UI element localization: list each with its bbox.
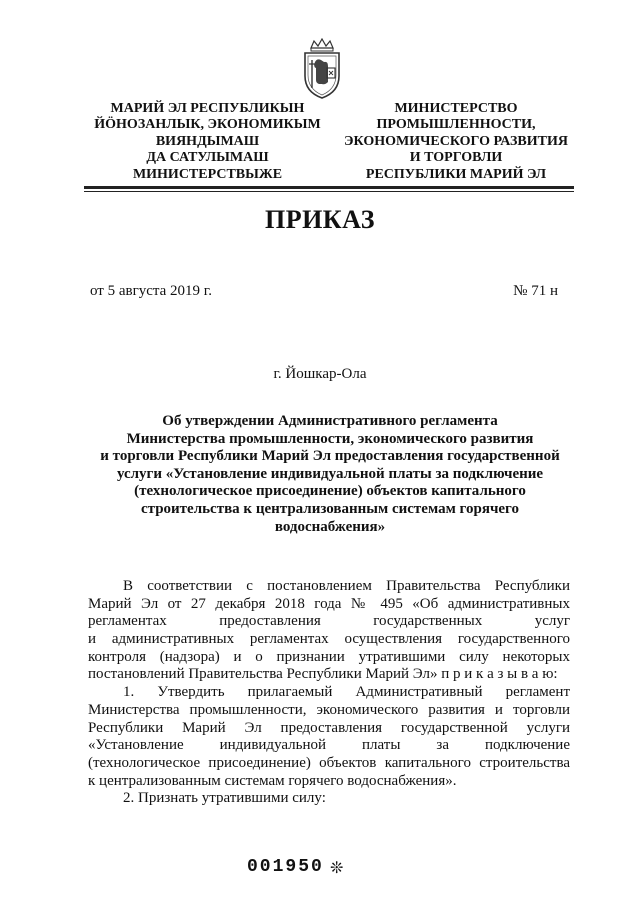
body-line: «Установление индивидуальной платы за подключение [88, 737, 570, 754]
header-left-mari [85, 101, 330, 183]
document-number: № 71 н [513, 283, 558, 299]
subject-line: услуги «Установление индивидуальной платы за подключение [116, 465, 544, 482]
body-line: постановлений Правительства Республики Марий Эл» п р и к а з ы в а ю: [88, 666, 558, 683]
document-title: ПРИКАЗ [264, 205, 376, 234]
body-line: (технологическое присоединение) объектов капитального строительства [88, 754, 570, 771]
header-right-russian [340, 101, 572, 183]
ornament-icon: ❊ [330, 860, 344, 877]
header-divider-thin [84, 191, 574, 192]
body-line: Министерства промышленности, экономического развития и торговли [88, 701, 570, 718]
header-right-line: И ТОРГОВЛИ [409, 150, 503, 166]
document-body [88, 578, 570, 808]
body-line: и административных регламентах осуществления государственного [88, 631, 570, 648]
document-subject [85, 413, 575, 536]
body-line: регламентах предоставления государственных услуг [88, 613, 570, 630]
header-left-line: ЙӦНОЗАНЛЫК, ЭКОНОМИКЫМ [94, 117, 321, 133]
header-left-line: МАРИЙ ЭЛ РЕСПУБЛИКЫН [110, 101, 305, 116]
body-line: Республики Марий Эл предоставления государственной услуги [88, 719, 570, 736]
header-left-line: ВИЯНДЫМАШ [155, 133, 260, 149]
header-right-line: ЭКОНОМИЧЕСКОГО РАЗВИТИЯ [344, 133, 568, 149]
document-date: от 5 августа 2019 г. [90, 283, 213, 299]
subject-line: (технологическое присоединение) объектов капитального [134, 483, 526, 500]
coat-of-arms-icon [297, 38, 347, 100]
header-right-line: ПРОМЫШЛЕННОСТИ, [376, 117, 536, 133]
subject-line: и торговли Республики Марий Эл предоставления государственной [100, 448, 560, 465]
header-divider-thick [84, 186, 574, 189]
header-right-line: МИНИСТЕРСТВО [394, 101, 518, 116]
header-left-line: МИНИСТЕРСТВЫЖЕ [132, 166, 283, 182]
body-line: контроля (надзора) и о признании утратившими силу некоторых [88, 648, 570, 665]
subject-line: Министерства промышленности, экономического развития [126, 430, 534, 447]
body-line: к централизованным системам горячего водоснабжения». [88, 772, 457, 789]
body-line: 1. Утвердить прилагаемый Административный регламент [123, 684, 570, 701]
header-left-line: ДА САТУЛЫМАШ [146, 150, 269, 166]
subject-line: строительства к централизованным системам горячего [140, 500, 519, 517]
form-serial-number: 001950 [247, 857, 324, 877]
document-city: г. Йошкар-Ола [273, 366, 367, 382]
body-line: В соответствии с постановлением Правительства Республики [123, 578, 570, 594]
subject-line: Об утверждении Административного регламента [162, 413, 498, 429]
body-line: Марий Эл от 27 декабря 2018 года № 495 «Об административных [88, 595, 570, 612]
body-line: 2. Признать утратившими силу: [123, 790, 326, 807]
header-right-line: РЕСПУБЛИКИ МАРИЙ ЭЛ [365, 166, 547, 182]
subject-line: водоснабжения» [274, 518, 386, 535]
